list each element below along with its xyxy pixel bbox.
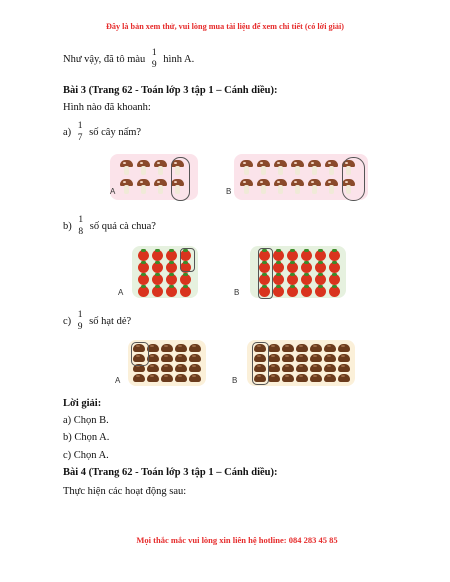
tomato-icon — [273, 274, 284, 285]
chestnut-icon — [324, 364, 336, 372]
tomato-icon — [329, 262, 340, 273]
chestnut-icon — [161, 354, 173, 362]
chestnut-icon — [161, 364, 173, 372]
chestnut-icon — [282, 344, 294, 352]
mushroom-icon — [137, 160, 150, 175]
tomato-icon — [166, 250, 177, 261]
tomato-icon — [301, 274, 312, 285]
preview-banner: Đây là bản xem thử, vui lòng mua tài liệu để xem chi tiết (có lời giải) — [105, 22, 344, 31]
tomato-icon — [329, 286, 340, 297]
mushroom-icon — [154, 179, 167, 194]
chestnut-icon — [310, 354, 322, 362]
intro-suffix: hình A. — [163, 53, 195, 65]
chestnut-icon — [296, 354, 308, 362]
circle-mark-a — [171, 157, 190, 201]
solution-title: Lời giải: — [63, 398, 102, 409]
answer-a: a) Chọn B. — [63, 415, 109, 426]
circle-mark-tomato-a — [180, 248, 195, 272]
tomato-icon — [273, 286, 284, 297]
chestnut-icon — [296, 344, 308, 352]
tomato-icon — [138, 274, 149, 285]
chestnut-icon — [310, 374, 322, 382]
tomato-icon — [329, 250, 340, 261]
circle-mark-b — [342, 157, 365, 201]
tomato-icon — [138, 250, 149, 261]
tomato-icon — [273, 262, 284, 273]
mushroom-icon — [120, 160, 133, 175]
chestnut-icon — [189, 364, 201, 372]
chestnut-icon — [133, 374, 145, 382]
chestnut-icon — [175, 374, 187, 382]
chestnut-icon — [268, 344, 280, 352]
chestnut-icon — [310, 344, 322, 352]
chestnut-icon — [268, 374, 280, 382]
chestnut-icon — [324, 344, 336, 352]
chestnut-icon — [268, 364, 280, 372]
chestnut-icon — [161, 374, 173, 382]
tomato-icon — [315, 274, 326, 285]
chestnut-icon — [189, 344, 201, 352]
question-b: b) 1 8 số quả cà chua? — [63, 215, 156, 237]
mushroom-icon — [240, 160, 253, 175]
mushroom-icon — [257, 179, 270, 194]
chestnut-icon — [147, 364, 159, 372]
chestnut-icon — [189, 374, 201, 382]
chestnut-icon — [175, 344, 187, 352]
circle-mark-chestnut-a — [131, 342, 149, 366]
mushroom-icon — [325, 160, 338, 175]
tomato-icon — [287, 286, 298, 297]
tomato-icon — [166, 286, 177, 297]
tomato-icon — [166, 274, 177, 285]
intro-prefix: Như vậy, đã tô màu — [63, 53, 146, 65]
chestnut-icon — [282, 374, 294, 382]
bai4-title: Bài 4 (Trang 62 - Toán lớp 3 tập 1 – Cánh diều): — [63, 467, 278, 478]
chestnut-icon — [147, 374, 159, 382]
chestnut-icon — [338, 344, 350, 352]
label-b-mushroom: B — [226, 187, 232, 196]
tomato-icon — [138, 262, 149, 273]
mushroom-icon — [120, 179, 133, 194]
chestnut-icon — [268, 354, 280, 362]
bai4-text: Thực hiện các hoạt động sau: — [63, 486, 187, 497]
label-b-chestnut: B — [232, 376, 238, 385]
mushroom-icon — [291, 179, 304, 194]
answer-b: b) Chọn A. — [63, 432, 110, 443]
tomato-icon — [287, 262, 298, 273]
tomato-icon — [315, 250, 326, 261]
fraction-one-seventh: 1 7 — [77, 121, 83, 143]
hotline-footer: Mọi thắc mắc vui lòng xin liên hệ hotline: 084 283 45 85 — [136, 535, 338, 545]
tomato-icon — [287, 250, 298, 261]
tomato-icon — [152, 262, 163, 273]
tomato-icon — [152, 250, 163, 261]
chestnut-icon — [324, 354, 336, 362]
tomato-icon — [138, 286, 149, 297]
tomato-icon — [273, 250, 284, 261]
chestnut-icon — [282, 354, 294, 362]
chestnut-icon — [175, 354, 187, 362]
tomato-icon — [180, 286, 191, 297]
fraction-one-ninth-c: 1 9 — [77, 310, 83, 332]
fraction-one-ninth: 1 9 — [151, 48, 157, 70]
mushroom-icon — [274, 179, 287, 194]
chestnut-icon — [310, 364, 322, 372]
tomato-icon — [287, 274, 298, 285]
mushroom-icon — [308, 179, 321, 194]
mushroom-icon — [308, 160, 321, 175]
tomato-icon — [180, 274, 191, 285]
intro-line — [63, 48, 194, 71]
chestnut-icon — [324, 374, 336, 382]
tomato-icon — [152, 274, 163, 285]
chestnut-icon — [338, 354, 350, 362]
chestnut-icon — [175, 364, 187, 372]
fraction-one-eighth: 1 8 — [78, 215, 84, 237]
circle-mark-chestnut-b — [252, 342, 269, 385]
mushroom-icon — [257, 160, 270, 175]
tomato-icon — [315, 262, 326, 273]
tomato-icon — [329, 274, 340, 285]
question-a: a) 1 7 số cây nấm? — [63, 121, 142, 143]
chestnut-icon — [296, 364, 308, 372]
chestnut-icon — [338, 374, 350, 382]
tomato-icon — [301, 262, 312, 273]
answer-c: c) Chọn A. — [63, 450, 109, 461]
chestnut-icon — [296, 374, 308, 382]
mushroom-icon — [291, 160, 304, 175]
label-a-mushroom: A — [110, 187, 116, 196]
tomato-icon — [315, 286, 326, 297]
mushroom-icon — [325, 179, 338, 194]
question-c: c) 1 9 số hạt dẻ? — [63, 310, 132, 332]
chestnut-icon — [189, 354, 201, 362]
tomato-icon — [301, 250, 312, 261]
label-a-chestnut: A — [115, 376, 121, 385]
mushroom-icon — [274, 160, 287, 175]
label-b-tomato: B — [234, 288, 240, 297]
mushroom-icon — [240, 179, 253, 194]
mushroom-icon — [154, 160, 167, 175]
tomato-icon — [166, 262, 177, 273]
chestnut-icon — [338, 364, 350, 372]
bai3-question: Hình nào đã khoanh: — [63, 102, 151, 113]
tomato-icon — [152, 286, 163, 297]
circle-mark-tomato-b — [258, 248, 273, 299]
label-a-tomato: A — [118, 288, 124, 297]
tomato-icon — [301, 286, 312, 297]
bai3-title: Bài 3 (Trang 62 - Toán lớp 3 tập 1 – Cánh diều): — [63, 85, 278, 96]
chestnut-icon — [282, 364, 294, 372]
mushroom-icon — [137, 179, 150, 194]
chestnut-icon — [161, 344, 173, 352]
